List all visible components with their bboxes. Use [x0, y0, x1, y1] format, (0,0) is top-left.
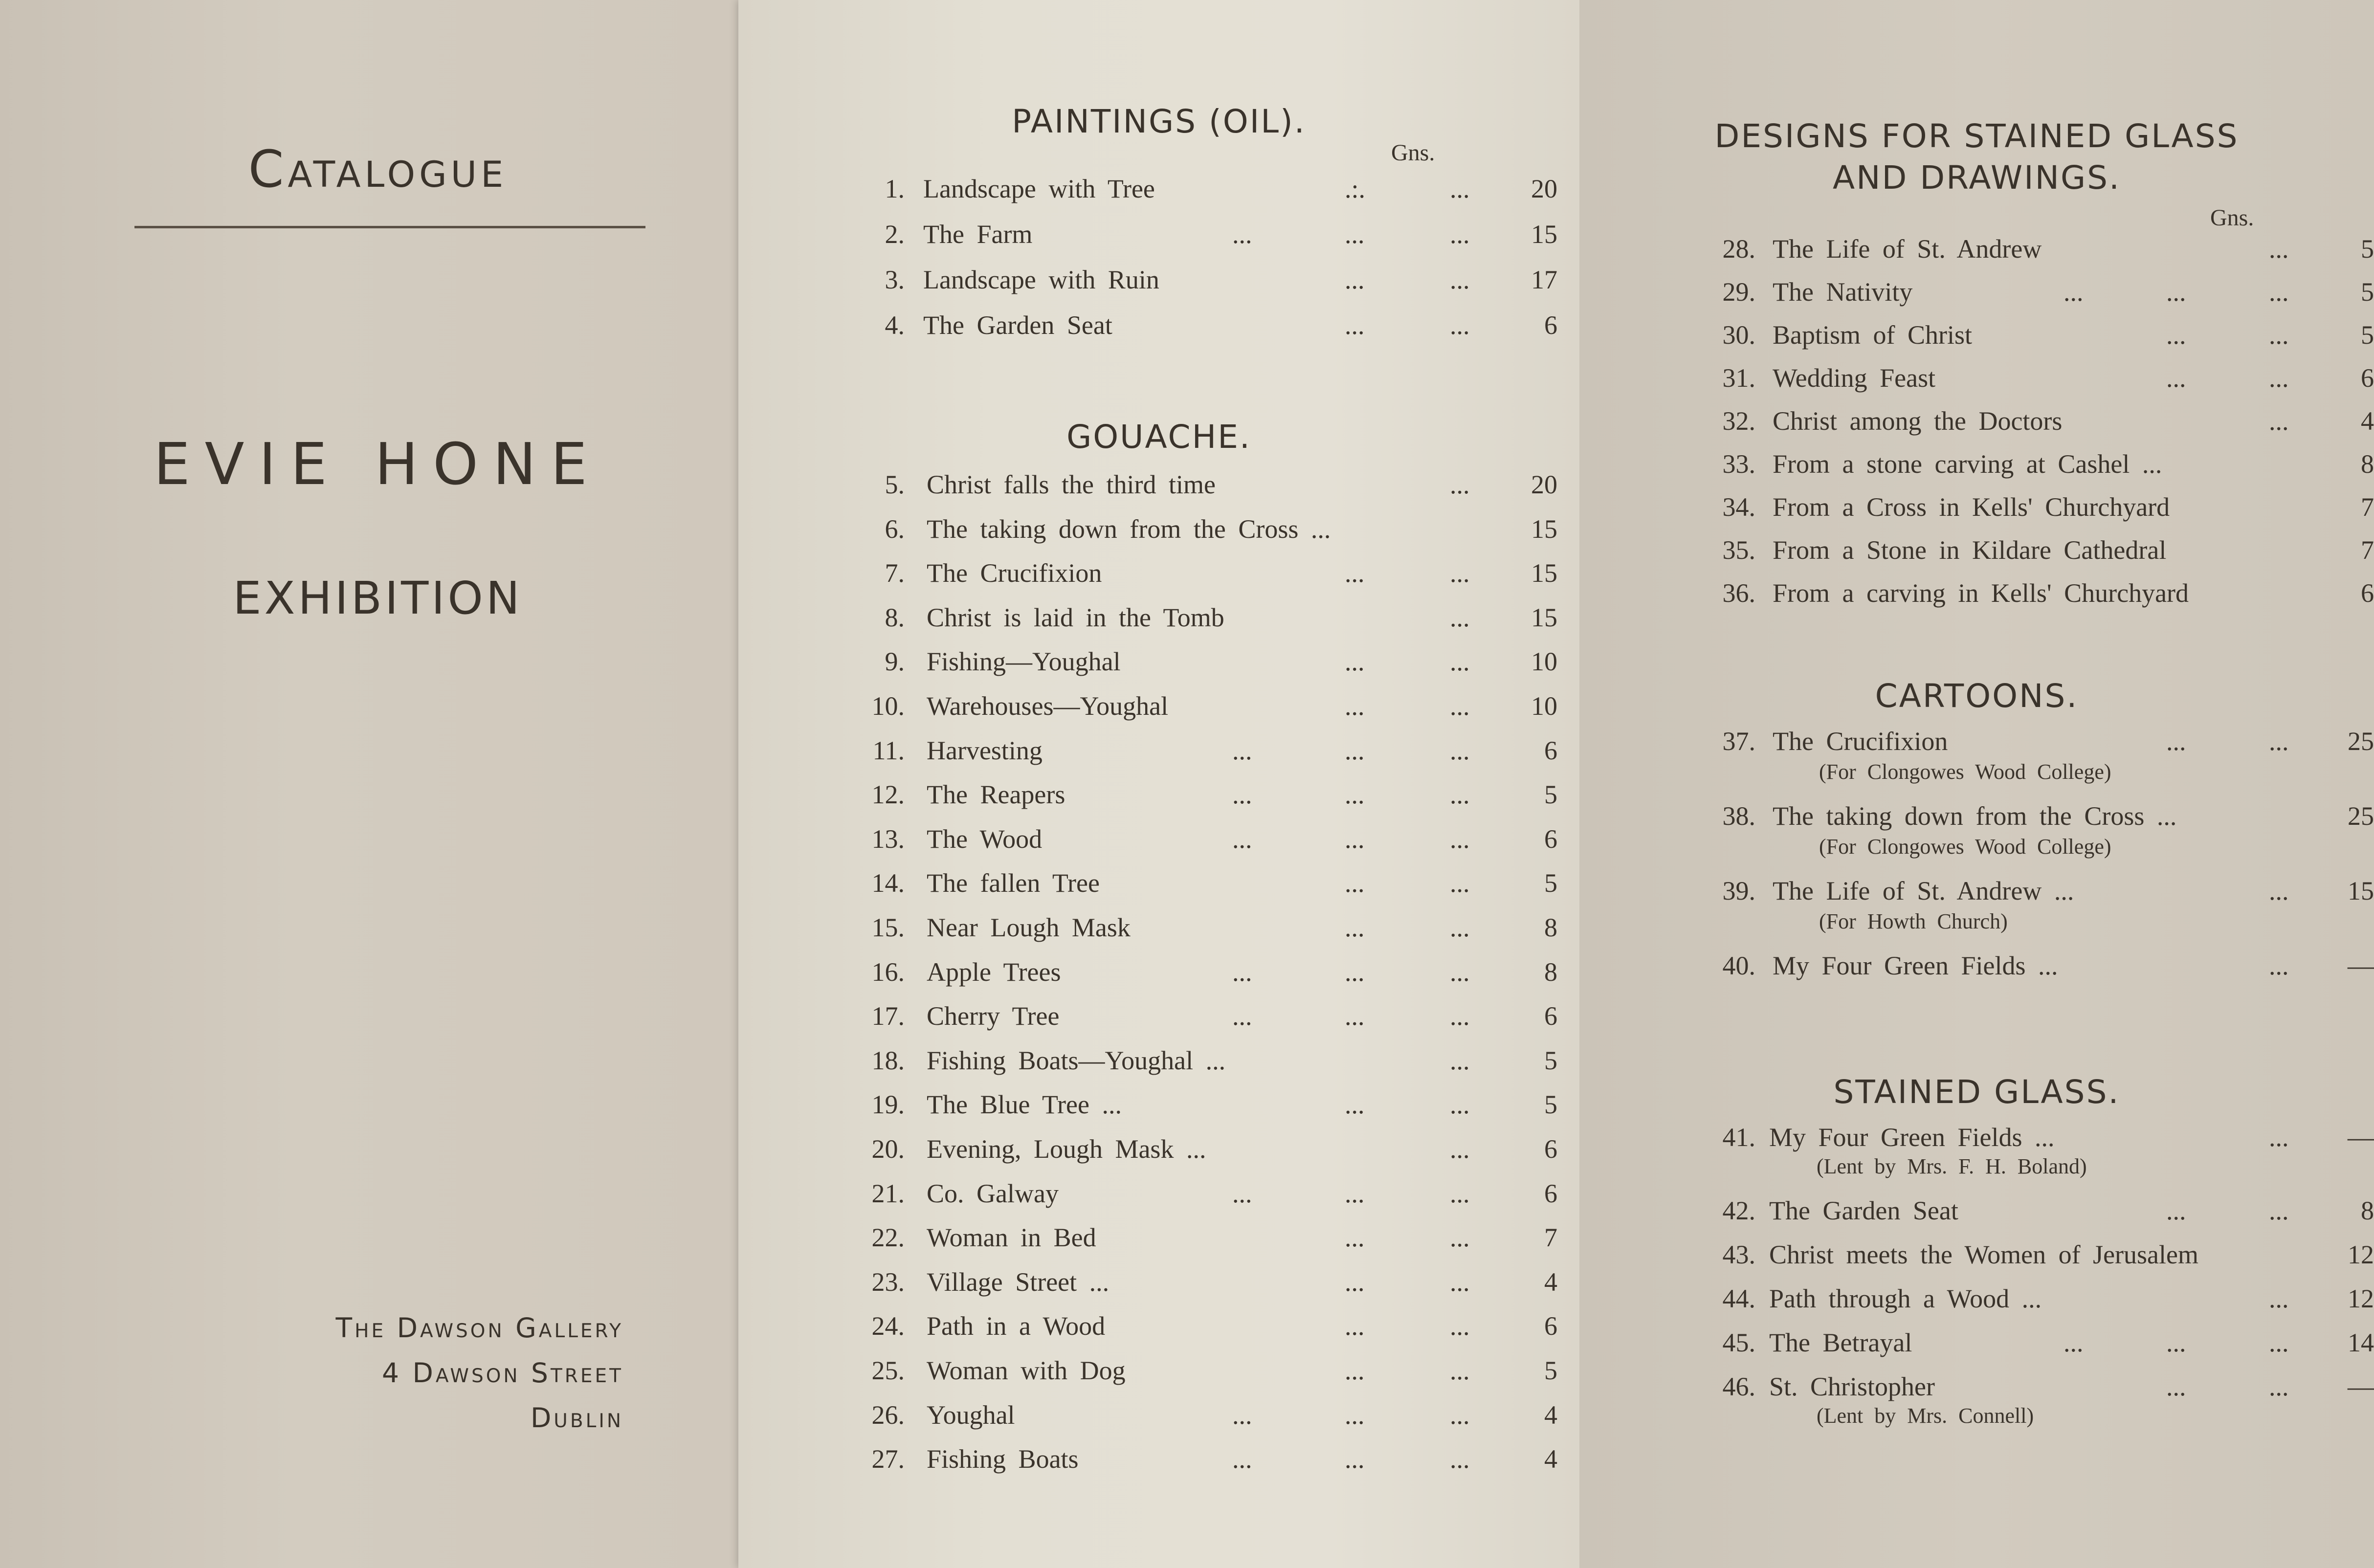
- entry-number: 12.: [871, 780, 905, 810]
- entry-title: Fishing Boats—Youghal ...: [927, 1045, 1226, 1075]
- catalogue-entry: [851, 868, 1587, 902]
- leader-dots: ...: [1345, 310, 1365, 340]
- entry-number: 42.: [1722, 1196, 1755, 1225]
- leader-dots: ...: [1232, 1178, 1252, 1208]
- leader-dots: ...: [1345, 1090, 1365, 1120]
- entry-price: 6: [2361, 363, 2374, 393]
- entry-number: 45.: [1722, 1328, 1755, 1357]
- leader-dots: ...: [2269, 951, 2289, 980]
- catalogue-entry: [1692, 876, 2374, 910]
- entry-price: 4: [2361, 406, 2374, 436]
- entry-number: 28.: [1722, 234, 1755, 264]
- catalogue-entry: [851, 1400, 1587, 1434]
- entry-number: 19.: [871, 1090, 905, 1120]
- leader-dots: ...: [1345, 868, 1365, 898]
- entry-number: 30.: [1722, 320, 1755, 350]
- entry-title: Co. Galway: [927, 1178, 1059, 1208]
- leader-dots: ...: [1450, 824, 1470, 854]
- catalogue-entry: [851, 1001, 1587, 1035]
- entry-number: 36.: [1722, 578, 1755, 608]
- entry-price: 12: [2348, 1240, 2374, 1269]
- entry-title: The taking down from the Cross ...: [1773, 801, 2177, 831]
- entry-number: 32.: [1722, 406, 1755, 436]
- leader-dots: ...: [1232, 1444, 1252, 1474]
- entry-title: From a carving in Kells' Churchyard: [1773, 578, 2189, 608]
- entry-title: The fallen Tree: [927, 868, 1100, 898]
- entry-price: 4: [1544, 1444, 1557, 1474]
- catalogue-entry: [851, 310, 1587, 344]
- entry-number: 21.: [871, 1178, 905, 1208]
- entry-price: 6: [1544, 310, 1557, 340]
- leader-dots: ...: [1232, 1400, 1252, 1430]
- leader-dots: ...: [1450, 1223, 1470, 1253]
- entry-price: 5: [2361, 320, 2374, 350]
- leader-dots: ...: [2269, 1196, 2289, 1225]
- entry-price: 6: [1544, 824, 1557, 854]
- leader-dots: ...: [2269, 727, 2289, 756]
- entry-title: Wedding Feast: [1773, 363, 1936, 393]
- entry-number: 41.: [1722, 1123, 1755, 1152]
- entry-title: Baptism of Christ: [1773, 320, 1973, 350]
- entry-title: Apple Trees: [927, 957, 1061, 987]
- leader-dots: ...: [1450, 1444, 1470, 1474]
- entry-title: From a Cross in Kells' Churchyard: [1773, 492, 2170, 522]
- leader-dots: ...: [1232, 824, 1252, 854]
- entry-price: 5: [1544, 868, 1557, 898]
- entry-title: Woman with Dog: [927, 1356, 1126, 1385]
- leader-dots: ...: [1232, 780, 1252, 810]
- leader-dots: ...: [1345, 1001, 1365, 1031]
- entry-number: 40.: [1722, 951, 1755, 980]
- leader-dots: ...: [2269, 320, 2289, 350]
- entry-title: Christ is laid in the Tomb: [927, 602, 1224, 632]
- entry-price: 25: [2348, 801, 2374, 831]
- leader-dots: ...: [1232, 957, 1252, 987]
- catalogue-entry: [851, 735, 1587, 770]
- leader-dots: ...: [1345, 691, 1365, 721]
- heading-stained-glass: STAINED GLASS.: [1833, 1073, 2120, 1111]
- entry-title: Christ meets the Women of Jerusalem: [1769, 1240, 2198, 1269]
- entry-title: Landscape with Ruin: [923, 265, 1159, 294]
- leader-dots: ...: [2166, 1372, 2186, 1401]
- entry-number: 37.: [1722, 727, 1755, 756]
- cover-rule: [134, 226, 645, 228]
- entry-title: Cherry Tree: [927, 1001, 1060, 1031]
- leader-dots: ...: [2166, 1196, 2186, 1225]
- entry-price: 25: [2348, 727, 2374, 756]
- entry-price: —: [2348, 1123, 2374, 1152]
- entry-price: 6: [1544, 1001, 1557, 1031]
- catalogue-entry: [851, 1045, 1587, 1080]
- leader-dots: ...: [1345, 1400, 1365, 1430]
- entry-price: 5: [1544, 780, 1557, 810]
- leader-dots: ...: [2269, 277, 2289, 307]
- catalogue-entry: [851, 1089, 1587, 1124]
- entry-title: Fishing Boats: [927, 1444, 1079, 1474]
- cover-panel: [0, 0, 738, 1568]
- entry-price: 10: [1531, 691, 1557, 721]
- entry-number: 17.: [871, 1001, 905, 1031]
- entry-number: 6.: [885, 514, 905, 544]
- catalogue-entry: [851, 1444, 1587, 1478]
- entry-title: From a Stone in Kildare Cathedral: [1773, 535, 2167, 565]
- entry-price: 6: [1544, 1178, 1557, 1208]
- leader-dots: .:.: [1345, 174, 1366, 203]
- catalogue-entry: [1692, 406, 2374, 440]
- entry-price: 6: [2361, 578, 2374, 608]
- catalogue-entry: [851, 1355, 1587, 1390]
- entry-title: My Four Green Fields ...: [1769, 1123, 2055, 1152]
- entry-price: 6: [1544, 1134, 1557, 1164]
- catalogue-entry: [851, 174, 1587, 208]
- entry-number: 13.: [871, 824, 905, 854]
- entry-title: Woman in Bed: [927, 1223, 1096, 1253]
- leader-dots: ...: [1345, 1444, 1365, 1474]
- entry-note: (Lent by Mrs. F. H. Boland): [1817, 1154, 2087, 1178]
- entry-number: 10.: [871, 691, 905, 721]
- leader-dots: ...: [1345, 824, 1365, 854]
- leader-dots: ...: [1345, 780, 1365, 810]
- entry-number: 31.: [1722, 363, 1755, 393]
- entry-note: (For Clongowes Wood College): [1819, 835, 2111, 859]
- leader-dots: ...: [1345, 1267, 1365, 1297]
- catalogue-entry: [851, 912, 1587, 947]
- leader-dots: ...: [1450, 957, 1470, 987]
- entry-price: 7: [1544, 1223, 1557, 1253]
- leader-dots: ...: [2269, 234, 2289, 264]
- leader-dots: ...: [1232, 735, 1252, 765]
- leader-dots: ...: [1345, 558, 1365, 588]
- leader-dots: ...: [1232, 1001, 1252, 1031]
- leader-dots: ...: [2166, 727, 2186, 756]
- entry-number: 4.: [885, 310, 905, 340]
- catalogue-entry: [1692, 801, 2374, 835]
- entry-number: 33.: [1722, 449, 1755, 479]
- leader-dots: ...: [1345, 1356, 1365, 1385]
- leader-dots: ...: [1345, 957, 1365, 987]
- leader-dots: ...: [1450, 868, 1470, 898]
- gns-label-oil: Gns.: [1391, 140, 1435, 166]
- leader-dots: ...: [2063, 1328, 2084, 1357]
- leader-dots: ...: [2166, 363, 2186, 393]
- leader-dots: ...: [2166, 320, 2186, 350]
- entry-number: 46.: [1722, 1372, 1755, 1401]
- leader-dots: ...: [1450, 174, 1470, 203]
- entry-number: 38.: [1722, 801, 1755, 831]
- leader-dots: ...: [2269, 1328, 2289, 1357]
- entry-price: 5: [1544, 1045, 1557, 1075]
- cover-title: Catalogue: [248, 139, 508, 199]
- leader-dots: ...: [1345, 1223, 1365, 1253]
- entry-number: 20.: [871, 1134, 905, 1164]
- leader-dots: ...: [2269, 1123, 2289, 1152]
- heading-oil: PAINTINGS (OIL).: [1012, 103, 1306, 140]
- gns-label-designs: Gns.: [2210, 205, 2254, 231]
- catalogue-entry: [1692, 726, 2374, 760]
- leader-dots: ...: [1345, 913, 1365, 942]
- catalogue-entry: [1692, 234, 2374, 268]
- right-panel: [1579, 0, 2374, 1568]
- entry-title: The Crucifixion: [1773, 727, 1948, 756]
- entry-number: 5.: [885, 470, 905, 499]
- leader-dots: ...: [1345, 220, 1365, 249]
- entry-price: 17: [1531, 265, 1557, 294]
- entry-title: Warehouses—Youghal: [927, 691, 1169, 721]
- entry-price: 15: [1531, 220, 1557, 249]
- entry-number: 16.: [871, 957, 905, 987]
- leader-dots: ...: [2269, 406, 2289, 436]
- entry-price: 14: [2348, 1328, 2374, 1357]
- catalogue-entry: [851, 469, 1587, 504]
- entry-title: The Nativity: [1773, 277, 1913, 307]
- heading-gouache: GOUACHE.: [1066, 418, 1251, 456]
- entry-title: Harvesting: [927, 735, 1043, 765]
- entry-title: Evening, Lough Mask ...: [927, 1134, 1206, 1164]
- catalogue-entry: [851, 219, 1587, 253]
- entry-price: —: [2348, 1372, 2374, 1401]
- entry-price: 7: [2361, 492, 2374, 522]
- leader-dots: ...: [1450, 265, 1470, 294]
- catalogue-entry: [851, 1311, 1587, 1345]
- entry-number: 35.: [1722, 535, 1755, 565]
- catalogue-entry: [1692, 1283, 2374, 1318]
- catalogue-entry: [851, 691, 1587, 725]
- leader-dots: ...: [1450, 558, 1470, 588]
- entry-title: Near Lough Mask: [927, 913, 1131, 942]
- catalogue-entry: [1692, 492, 2374, 526]
- entry-title: Youghal: [927, 1400, 1015, 1430]
- entry-number: 7.: [885, 558, 905, 588]
- catalogue-entry: [1692, 449, 2374, 483]
- entry-number: 39.: [1722, 876, 1755, 905]
- leader-dots: ...: [1450, 735, 1470, 765]
- entry-price: 20: [1531, 470, 1557, 499]
- catalogue-entry: [851, 646, 1587, 681]
- leader-dots: ...: [1450, 220, 1470, 249]
- catalogue-entry: [851, 558, 1587, 592]
- entry-title: From a stone carving at Cashel ...: [1773, 449, 2162, 479]
- entry-number: 15.: [871, 913, 905, 942]
- entry-title: The Reapers: [927, 780, 1065, 810]
- entry-title: The Life of St. Andrew ...: [1773, 876, 2074, 905]
- catalogue-entry: [1692, 1195, 2374, 1230]
- entry-number: 29.: [1722, 277, 1755, 307]
- leader-dots: ...: [2269, 1284, 2289, 1313]
- leader-dots: ...: [2269, 876, 2289, 905]
- entry-price: 5: [2361, 277, 2374, 307]
- entry-number: 2.: [885, 220, 905, 249]
- leader-dots: ...: [1450, 913, 1470, 942]
- entry-title: Fishing—Youghal: [927, 647, 1121, 677]
- gallery-name: The Dawson Gallery: [335, 1312, 623, 1344]
- catalogue-entry: [1692, 950, 2374, 985]
- entry-title: The Crucifixion: [927, 558, 1102, 588]
- leader-dots: ...: [1450, 780, 1470, 810]
- leader-dots: ...: [1232, 220, 1252, 249]
- catalogue-entry: [851, 1222, 1587, 1257]
- entry-price: 12: [2348, 1284, 2374, 1313]
- entry-number: 3.: [885, 265, 905, 294]
- entry-title: Path through a Wood ...: [1769, 1284, 2042, 1313]
- entry-number: 22.: [871, 1223, 905, 1253]
- entry-price: 15: [1531, 514, 1557, 544]
- entry-price: 20: [1531, 174, 1557, 203]
- catalogue-entry: [1692, 363, 2374, 397]
- heading-designs-line2: AND DRAWINGS.: [1833, 159, 2121, 197]
- entry-number: 43.: [1722, 1240, 1755, 1269]
- catalogue-entry: [851, 1134, 1587, 1168]
- entry-note: (For Howth Church): [1819, 909, 2008, 933]
- entry-title: Landscape with Tree: [923, 174, 1155, 203]
- leader-dots: ...: [1450, 1356, 1470, 1385]
- entry-title: The Betrayal: [1769, 1328, 1912, 1357]
- leader-dots: ...: [2166, 1328, 2186, 1357]
- catalogue-entry: [1692, 320, 2374, 354]
- catalogue-entry: [1692, 535, 2374, 569]
- catalogue-entry: [851, 265, 1587, 299]
- catalogue-entry: [851, 779, 1587, 814]
- entry-number: 34.: [1722, 492, 1755, 522]
- entry-title: Path in a Wood: [927, 1311, 1106, 1341]
- entry-price: 5: [1544, 1356, 1557, 1385]
- entry-title: My Four Green Fields ...: [1773, 951, 2058, 980]
- entry-number: 23.: [871, 1267, 905, 1297]
- entry-number: 11.: [872, 735, 905, 765]
- entry-number: 8.: [885, 602, 905, 632]
- leader-dots: ...: [1450, 1090, 1470, 1120]
- entry-price: —: [2348, 951, 2374, 980]
- entry-price: 15: [2348, 876, 2374, 905]
- leader-dots: ...: [1450, 602, 1470, 632]
- leader-dots: ...: [1450, 470, 1470, 499]
- catalogue-entry: [1692, 578, 2374, 612]
- entry-title: Village Street ...: [927, 1267, 1109, 1297]
- catalogue-entry: [1692, 277, 2374, 311]
- entry-number: 14.: [871, 868, 905, 898]
- entry-title: Christ falls the third time: [927, 470, 1216, 499]
- artist-name: EVIE HONE: [154, 430, 602, 498]
- entry-price: 15: [1531, 558, 1557, 588]
- entry-price: 6: [1544, 735, 1557, 765]
- entry-price: 6: [1544, 1311, 1557, 1341]
- entry-title: St. Christopher: [1769, 1372, 1935, 1401]
- leader-dots: ...: [1450, 1134, 1470, 1164]
- leader-dots: ...: [1345, 1311, 1365, 1341]
- entry-number: 26.: [871, 1400, 905, 1430]
- entry-price: 10: [1531, 647, 1557, 677]
- catalogue-entry: [1692, 1371, 2374, 1406]
- catalogue-entry: [851, 1267, 1587, 1301]
- entry-note: (Lent by Mrs. Connell): [1817, 1404, 2034, 1428]
- entry-title: The Garden Seat: [1769, 1196, 1958, 1225]
- leader-dots: ...: [2063, 277, 2084, 307]
- entry-price: 5: [1544, 1090, 1557, 1120]
- leader-dots: ...: [1345, 265, 1365, 294]
- entry-title: The Life of St. Andrew: [1773, 234, 2042, 264]
- entry-number: 25.: [871, 1356, 905, 1385]
- entry-title: The Blue Tree ...: [927, 1090, 1122, 1120]
- entry-title: The Farm: [923, 220, 1033, 249]
- catalogue-entry: [851, 514, 1587, 548]
- leader-dots: ...: [1450, 1001, 1470, 1031]
- catalogue-entry: [1692, 1327, 2374, 1362]
- heading-cartoons: CARTOONS.: [1875, 677, 2079, 715]
- entry-number: 9.: [885, 647, 905, 677]
- catalogue-entry: [1692, 1239, 2374, 1274]
- entry-price: 15: [1531, 602, 1557, 632]
- catalogue-entry: [1692, 1122, 2374, 1156]
- heading-designs-line1: DESIGNS FOR STAINED GLASS: [1714, 117, 2239, 155]
- leader-dots: ...: [1345, 647, 1365, 677]
- leader-dots: ...: [1450, 310, 1470, 340]
- leader-dots: ...: [1450, 1045, 1470, 1075]
- leader-dots: ...: [2166, 277, 2186, 307]
- middle-panel: [738, 0, 1579, 1568]
- entry-number: 27.: [871, 1444, 905, 1474]
- exhibition-subtitle: EXHIBITION: [233, 572, 523, 624]
- entry-note: (For Clongowes Wood College): [1819, 760, 2111, 784]
- entry-number: 18.: [871, 1045, 905, 1075]
- leader-dots: ...: [1345, 1178, 1365, 1208]
- entry-price: 8: [2361, 449, 2374, 479]
- gallery-address: [336, 1305, 623, 1440]
- leader-dots: ...: [2269, 363, 2289, 393]
- entry-price: 8: [1544, 957, 1557, 987]
- catalogue-entry: [851, 957, 1587, 991]
- gallery-street: 4 Dawson Street: [382, 1357, 623, 1389]
- entry-price: 4: [1544, 1400, 1557, 1430]
- leader-dots: ...: [1450, 1267, 1470, 1297]
- leader-dots: ...: [1450, 1178, 1470, 1208]
- entry-price: 8: [1544, 913, 1557, 942]
- entry-title: Christ among the Doctors: [1773, 406, 2063, 436]
- catalogue-entry: [851, 602, 1587, 637]
- catalogue-entry: [851, 1178, 1587, 1213]
- leader-dots: ...: [1450, 1311, 1470, 1341]
- leader-dots: ...: [2269, 1372, 2289, 1401]
- leader-dots: ...: [1450, 647, 1470, 677]
- entry-title: The Garden Seat: [923, 310, 1112, 340]
- leader-dots: ...: [1450, 691, 1470, 721]
- leader-dots: ...: [1450, 1400, 1470, 1430]
- entry-price: 8: [2361, 1196, 2374, 1225]
- entry-price: 4: [1544, 1267, 1557, 1297]
- gallery-city: Dublin: [530, 1402, 623, 1434]
- entry-price: 5: [2361, 234, 2374, 264]
- entry-number: 1.: [885, 174, 905, 203]
- catalogue-entry: [851, 824, 1587, 858]
- entry-number: 44.: [1722, 1284, 1755, 1313]
- entry-title: The Wood: [927, 824, 1043, 854]
- entry-number: 24.: [871, 1311, 905, 1341]
- entry-price: 7: [2361, 535, 2374, 565]
- leader-dots: ...: [1345, 735, 1365, 765]
- entry-title: The taking down from the Cross ...: [927, 514, 1331, 544]
